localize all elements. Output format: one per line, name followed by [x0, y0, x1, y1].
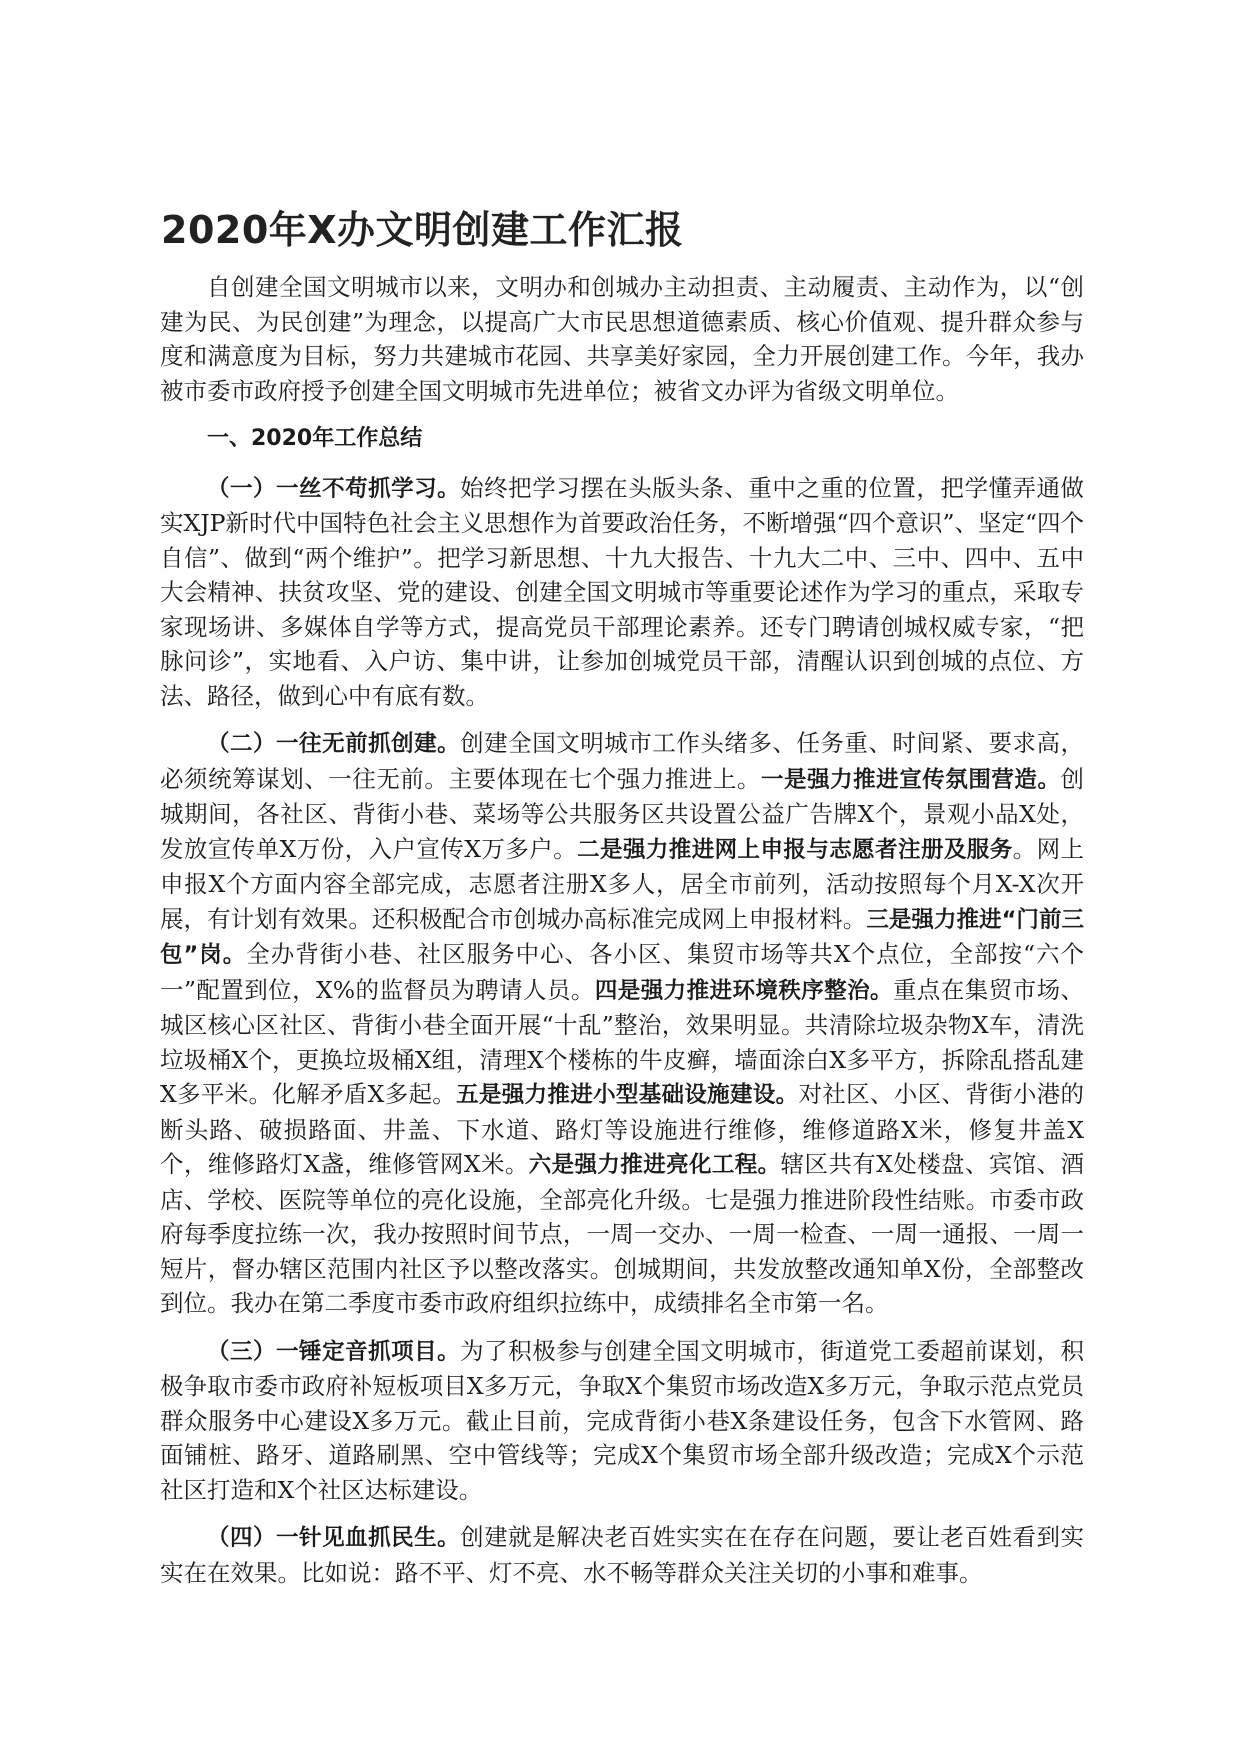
- paragraph-lead: （二）一往无前抓创建。: [207, 731, 461, 757]
- bold-point-3: 三是强力推进“门前三包”岗。: [160, 906, 1084, 968]
- paragraph-text: 创城期间，各社区、背街小巷、菜场等公共服务区共设置公益广告牌X个，景观小品X处，发放宣传单X万份，入户宣传X万多户。: [160, 764, 1084, 863]
- bold-point-2: 二是强力推进网上申报与志愿者注册及服务: [577, 836, 1013, 863]
- paragraph-lead: （四）一针见血抓民生。: [207, 1525, 461, 1551]
- paragraph-text: 创建全国文明城市工作头绪多、任务重、时间紧、要求高，必须统筹谋划、一往无前。主要体现在七个强力推进上。: [160, 729, 1084, 793]
- section-heading: 一、2020年工作总结: [207, 426, 423, 451]
- paragraph-text: 重点在集贸市场、城区核心区社区、背街小巷全面开展“十乱”整治，效果明显。共清除垃圾杂物X车，清洗垃圾桶X个，更换垃圾桶X组，清理X个楼栋的牛皮癣，墙面涂白X多平方，拆除乱搭乱建X多平米。化解矛盾X多起。: [160, 975, 1085, 1108]
- intro-paragraph: 自创建全国文明城市以来，文明办和创城办主动担责、主动履责、主动作为，以“创建为民、为民创建”为理念，以提高广大市民思想道德素质、核心价值观、提升群众参与度和满意度为目标，努力共建城市花园、共享美好家园，全力开展创建工作。今年，我办被市委市政府授予创建全国文明城市先进单位；被省文办评为省级文明单位。: [160, 273, 1084, 405]
- paragraph-creation: [160, 726, 1084, 1321]
- paragraph-text: 对社区、小区、背街小港的断头路、破损路面、井盖、下水道、路灯等设施进行维修，维修道路X米，修复井盖X个，维修路灯X盏，维修管网X米。: [160, 1080, 1084, 1178]
- paragraph-lead: （一）一丝不苟抓学习。: [207, 475, 461, 502]
- paragraph-lead: （三）一锤定音抓项目。: [207, 1338, 461, 1365]
- document-body: [160, 270, 1084, 1603]
- paragraph-text: 为了积极参与创建全国文明城市，街道党工委超前谋划，积极争取市委市政府补短板项目X多万元，争取X个集贸市场改造X多万元，争取示范点党员群众服务中心建设X多万元。截止目前，完成背街小巷X条建设任务，包含下水管网、路面铺桩、路牙、道路刷黑、空中管线等；完成X个集贸市场全部升级改造；完成X个示范社区打造和X个社区达标建设。: [160, 1336, 1084, 1504]
- bold-point-5: 五是强力推进小型基础设施建设。: [456, 1082, 799, 1108]
- paragraph-text: 创建就是解决老百姓实实在在存在问题，要让老百姓看到实实在在效果。比如说：路不平、灯不亮、水不畅等群众关注关切的小事和难事。: [160, 1523, 1084, 1587]
- paragraph-projects: [160, 1334, 1084, 1508]
- paragraph-text: 始终把学习摆在头版头条、重中之重的位置，把学懂弄通做实XJP新时代中国特色社会主义思想作为首要政治任务，不断增强“四个意识”、坚定“四个自信”、做到“两个维护”。把学习新思想、十九大报告、十九大二中、三中、四中、五中大会精神、扶贫攻坚、党的建设、创建全国文明城市等重要论述作为学习的重点，采取专家现场讲、多媒体自学等方式，提高党员干部理论素养。还专门聘请创城权威专家，“把脉问诊”，实地看、入户访、集中讲，让参加创城党员干部，清醒认识到创城的点位、方法、路径，做到心中有底有数。: [160, 473, 1085, 710]
- paragraph-text: 。网上申报X个方面内容全部完成，志愿者注册X多人，居全市前列，活动按照每个月X-X次开展，有计划有效果。还积极配合市创城办高标准完成网上申报材料。: [160, 834, 1085, 933]
- paragraph-livelihood: [160, 1520, 1084, 1590]
- paragraph-text: 全办背街小巷、社区服务中心、各小区、集贸市场等共X个点位，全部按“六个一”配置到位，X%的监督员为聘请人员。: [160, 940, 1084, 1004]
- bold-point-6: 六是强力推进亮化工程。: [528, 1152, 781, 1178]
- paragraph-study: [160, 471, 1084, 714]
- paragraph-text: 辖区共有X处楼盘、宾馆、酒店、学校、医院等单位的亮化设施，全部亮化升级。七是强力推进阶段性结账。市委市政府每季度拉练一次，我办按照时间节点，一周一交办、一周一检查、一周一通报、一周一短片，督办辖区范围内社区予以整改落实。创城期间，共发放整改通知单X份，全部整改到位。我办在第二季度市委市政府组织拉练中，成绩排名全市第一名。: [160, 1150, 1084, 1317]
- bold-point-4: 四是强力推进环境秩序整治。: [594, 977, 893, 1004]
- bold-point-1: 一是强力推进宣传氛围营造。: [760, 766, 1061, 793]
- document-title: 2020年X办文明创建工作汇报: [161, 208, 684, 252]
